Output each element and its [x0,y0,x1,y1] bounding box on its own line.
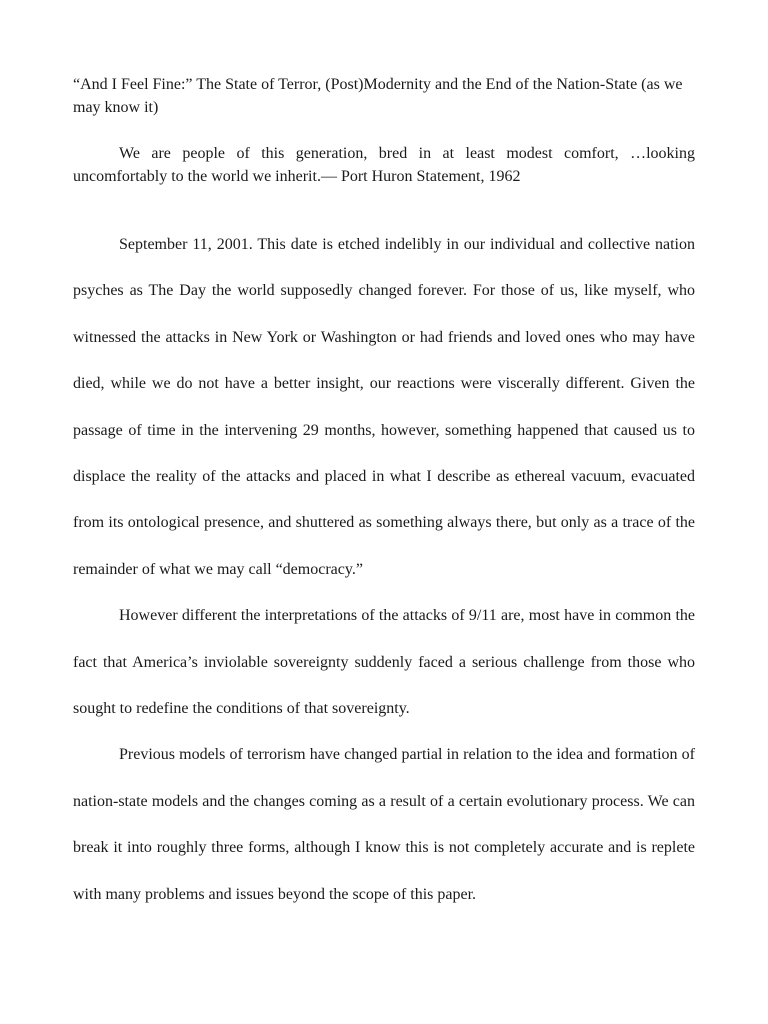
document-title: “And I Feel Fine:” The State of Terror, (Post)Modernity and the End of the Nation-State (as we may know it) [73,76,683,116]
body-text [73,222,695,918]
epigraph: We are people of this generation, bred in at least modest comfort, …looking uncomfortably to the world we inherit.— Port Huron Statement, 1962 [73,145,695,185]
body-paragraph: However different the interpretations of the attacks of 9/11 are, most have in common the fact that America’s inviolable sovereignty suddenly faced a serious challenge from those who sought to redefine the conditions of that sovereignty. [73,607,695,718]
page-content [73,73,695,918]
body-paragraph: Previous models of terrorism have changed partial in relation to the idea and formation of nation-state models and the changes coming as a result of a certain evolutionary process. We can break it into roughly three forms, although I know this is not completely accurate and is replete with many problems and issues beyond the scope of this paper. [73,746,695,903]
body-paragraph: September 11, 2001. This date is etched indelibly in our individual and collective nation psyches as The Day the world supposedly changed forever. For those of us, like myself, who witnessed the attacks in New York or Washington or had friends and loved ones who may have died, while we do not have a better insight, our reactions were viscerally different. Given the passage of time in the intervening 29 months, however, something happened that caused us to displace the reality of the attacks and placed in what I describe as ethereal vacuum, evacuated from its ontological presence, and shuttered as something always there, but only as a trace of the remainder of what we may call “democracy.” [73,236,695,578]
